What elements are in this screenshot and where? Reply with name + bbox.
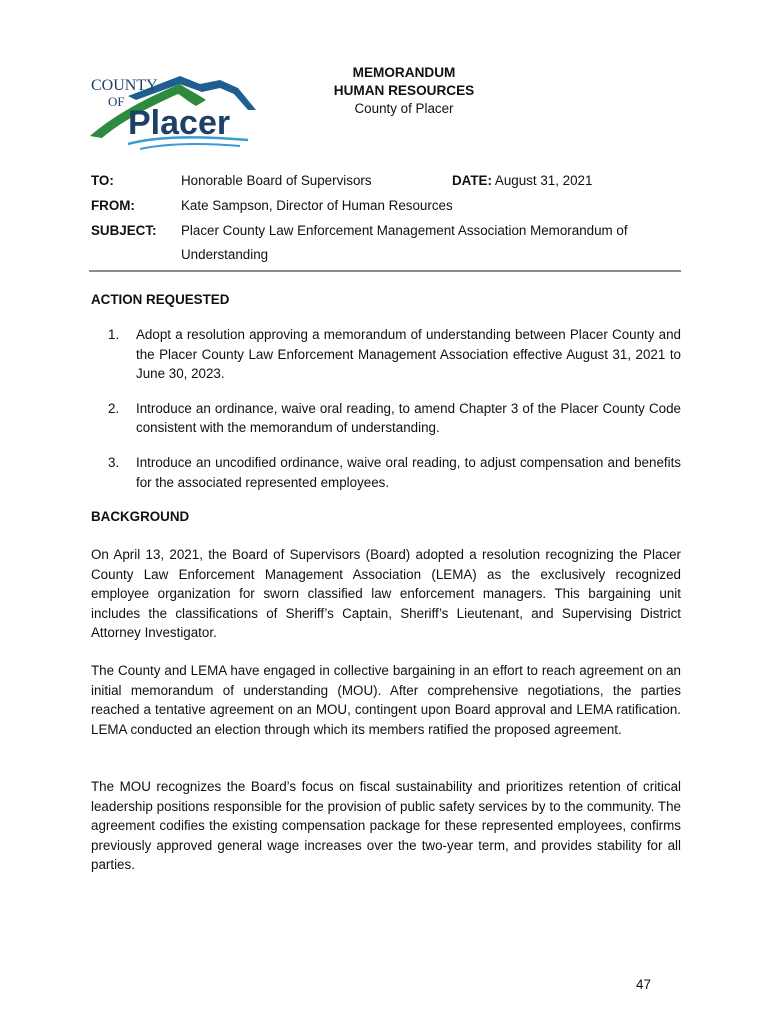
subject-line-2: Understanding (181, 247, 269, 262)
item-number: 2. (108, 400, 120, 416)
department-title: HUMAN RESOURCES (333, 83, 475, 98)
date-field (452, 173, 592, 188)
logo-of-text: OF (108, 94, 125, 109)
subject-line-1: Placer County Law Enforcement Management Association Memorandum of (181, 223, 628, 238)
list-item (108, 399, 681, 438)
action-heading: ACTION REQUESTED (91, 292, 230, 307)
background-paragraph: On April 13, 2021, the Board of Supervisors (Board) adopted a resolution recognizing the Placer County Law Enforcement Management Association (LEMA) as the exclusively recognized employee organization for sworn classified law enforcement managers. This bargaining unit includes the classifications of Sheriff’s Captain, Sheriff’s Lieutenant, and Supervising District Attorney Investigator. (91, 547, 681, 641)
header-divider (89, 270, 681, 272)
logo-placer-text: Placer (128, 104, 231, 142)
county-logo (88, 70, 260, 152)
org-name: County of Placer (354, 101, 454, 116)
from-value: Kate Sampson, Director of Human Resources (181, 198, 453, 213)
memo-header (300, 64, 508, 118)
item-number: 3. (108, 454, 120, 470)
placer-logo-graphic (88, 70, 260, 152)
background-paragraph: The MOU recognizes the Board’s focus on fiscal sustainability and prioritizes retention of critical leadership positions responsible for the provision of public safety services by to the community. The agreement codifies the existing compensation package for these represented employees, confirms previously approved general wage increases over the two-year term, and provides stability for all parties. (91, 779, 681, 873)
item-text: Introduce an ordinance, waive oral reading, to amend Chapter 3 of the Placer County Code consistent with the memorandum of understanding. (136, 400, 681, 436)
memo-title: MEMORANDUM (352, 65, 456, 80)
water-line (140, 144, 240, 149)
item-number: 1. (108, 327, 120, 342)
item-text: Adopt a resolution approving a memorandum of understanding between Placer County and the Placer County Law Enforcement Management Association effective August 31, 2021 to June 30, 2023. (136, 327, 681, 382)
item-text: Introduce an uncodified ordinance, waive oral reading, to adjust compensation and benefits for the associated represented employees. (136, 454, 681, 490)
list-item (108, 325, 681, 384)
background-paragraph: The County and LEMA have engaged in collective bargaining in an effort to reach agreement on an initial memorandum of understanding (MOU). After comprehensive negotiations, the parties reached a tentative agreement on an MOU, contingent upon Board approval and LEMA ratification. LEMA conducted an election through which its members ratified the proposed agreement. (91, 663, 681, 737)
to-label: TO: (91, 173, 114, 188)
subject-label: SUBJECT: (91, 223, 157, 238)
from-label: FROM: (91, 198, 135, 213)
list-item (108, 453, 681, 492)
action-list (108, 325, 681, 507)
date-value: August 31, 2021 (494, 173, 593, 188)
date-label: DATE: (452, 173, 492, 188)
page-number: 47 (636, 977, 651, 992)
background-heading: BACKGROUND (91, 509, 190, 524)
logo-county-text: COUNTY (91, 77, 158, 94)
to-value: Honorable Board of Supervisors (181, 173, 372, 188)
